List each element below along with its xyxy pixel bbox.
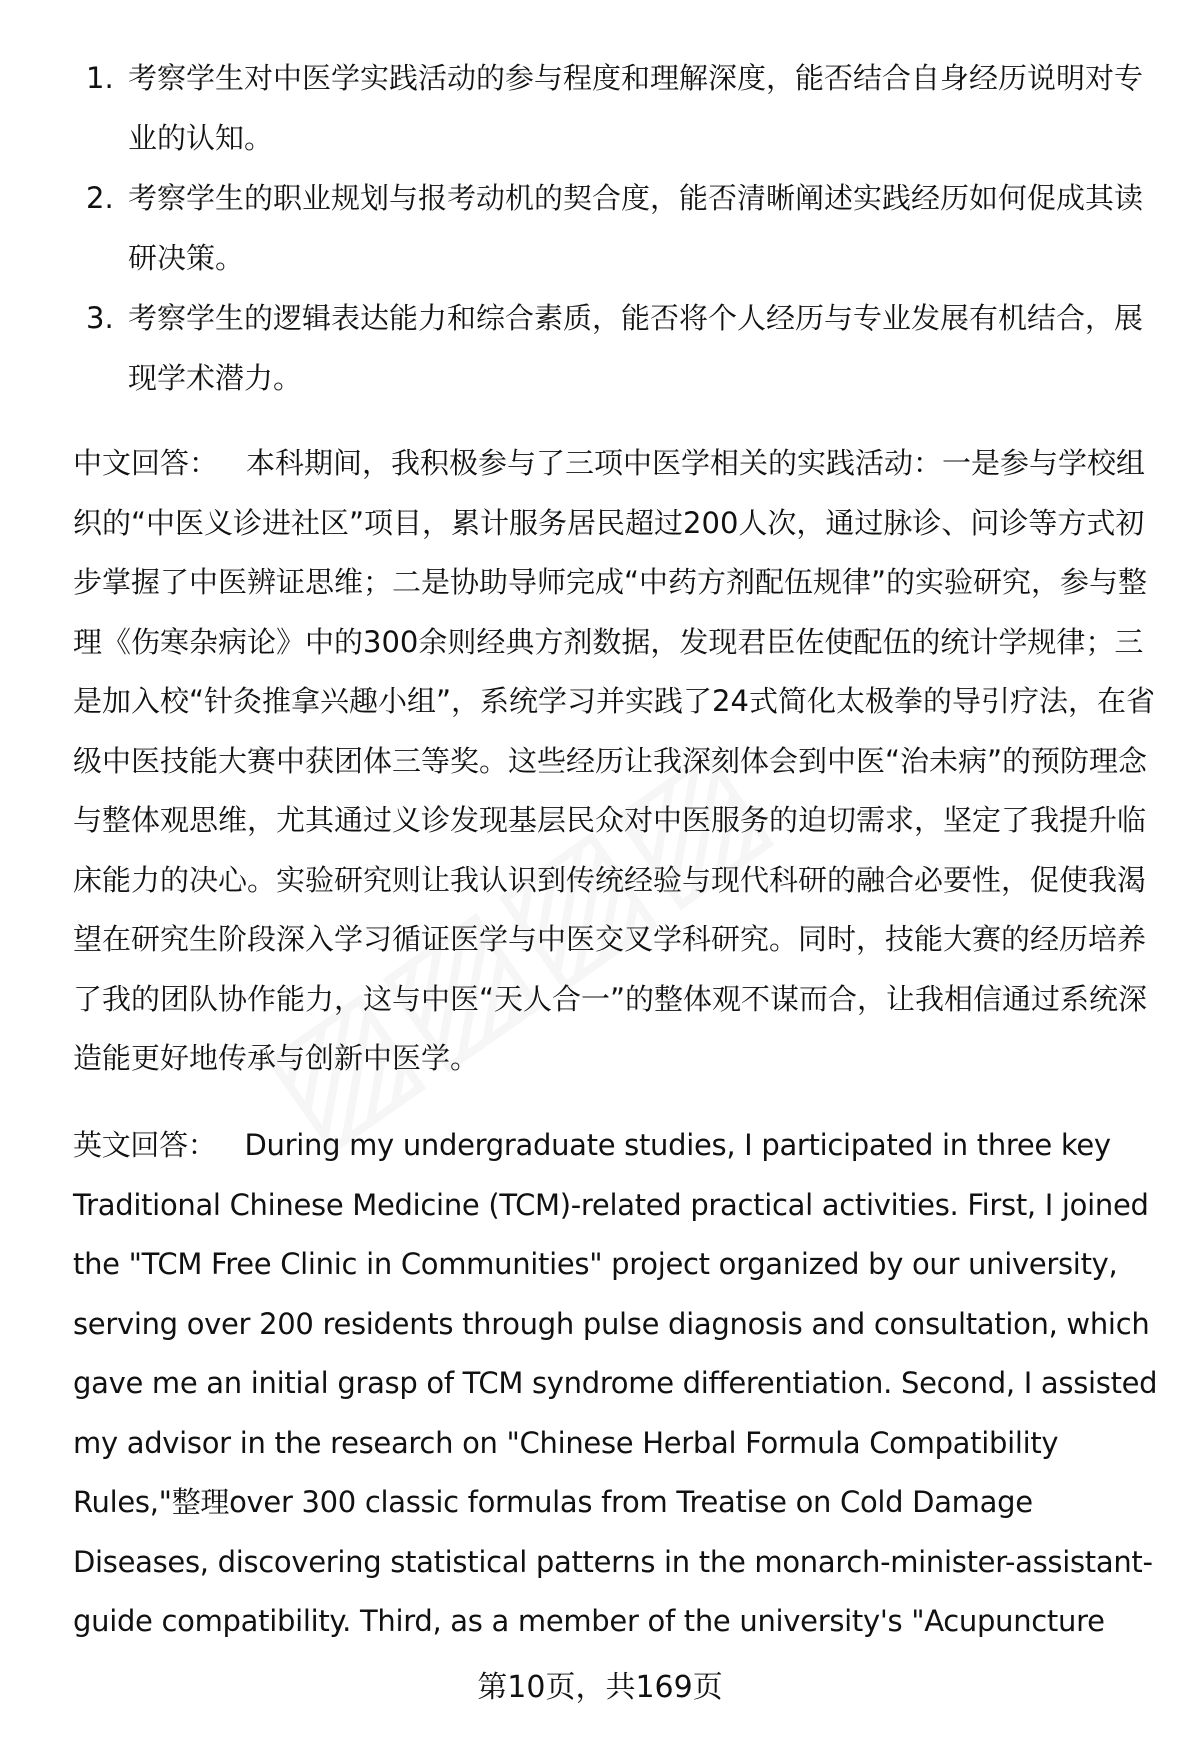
- criteria-number: 3.: [86, 301, 114, 335]
- criteria-number: 2.: [86, 181, 114, 215]
- criteria-number: 1.: [86, 61, 114, 95]
- page-number-footer: 第10页，共169页: [477, 1670, 723, 1705]
- criteria-text: 考察学生的职业规划与报考动机的契合度，能否清晰阐述实践经历如何促成其读研决策。: [128, 181, 1144, 275]
- chinese-answer-text: 本科期间，我积极参与了三项中医学相关的实践活动：一是参与学校组织的“中医义诊进社区”项目，累计服务居民超过200人次，通过脉诊、问诊等方式初步掌握了中医辨证思维；二是协助导师完成“中药方剂配伍规律”的实验研究，参与整理《伤寒杂病论》中的300余则经典方剂数据，发现君臣佐使配伍的统计学规律；三是加入校“针灸推拿兴趣小组”，系统学习并实践了24式简化太极拳的导引疗法，在省级中医技能大赛中获团体三等奖。这些经历让我深刻体会到中医“治未病”的预防理念与整体观思维，尤其通过义诊发现基层民众对中医服务的迫切需求，坚定了我提升临床能力的决心。实验研究则让我认识到传统经验与现代科研的融合必要性，促使我渴望在研究生阶段深入学习循证医学与中医交叉学科研究。同时，技能大赛的经历培养了我的团队协作能力，这与中医“天人合一”的整体观不谋而合，让我相信通过系统深造能更好地传承与创新中医学。: [73, 446, 1155, 1075]
- chinese-answer-label: 中文回答：: [73, 446, 219, 480]
- english-answer-text: During my undergraduate studies, I participated in three key Traditional Chinese Medicine (TCM)-related practical activities. First, I joined the "TCM Free Clinic in Communities" project organized by our university, serving over 200 residents through pulse diagnosis and consultation, which gave me an initial grasp of TCM syndrome differentiation. Second, I assisted my advisor in the research on "Chinese Herbal Formula Compatibility Rules,"整理over 300 classic formulas from Treatise on Cold Damage Diseases, discovering statistical patterns in the monarch-minister-assistant-guide compatibility. Third, as a member of the university's "Acupuncture: [73, 1128, 1158, 1638]
- chinese-answer-paragraph: [73, 434, 1163, 1089]
- criteria-item: [86, 168, 1166, 288]
- english-answer-paragraph: [73, 1116, 1163, 1652]
- criteria-item: [86, 48, 1166, 168]
- criteria-text: 考察学生对中医学实践活动的参与程度和理解深度，能否结合自身经历说明对专业的认知。: [128, 61, 1144, 155]
- criteria-text: 考察学生的逻辑表达能力和综合素质，能否将个人经历与专业发展有机结合，展现学术潜力。: [128, 301, 1144, 395]
- criteria-item: [86, 288, 1166, 408]
- english-answer-label: 英文回答：: [73, 1128, 217, 1162]
- evaluation-criteria-list: [86, 48, 1166, 408]
